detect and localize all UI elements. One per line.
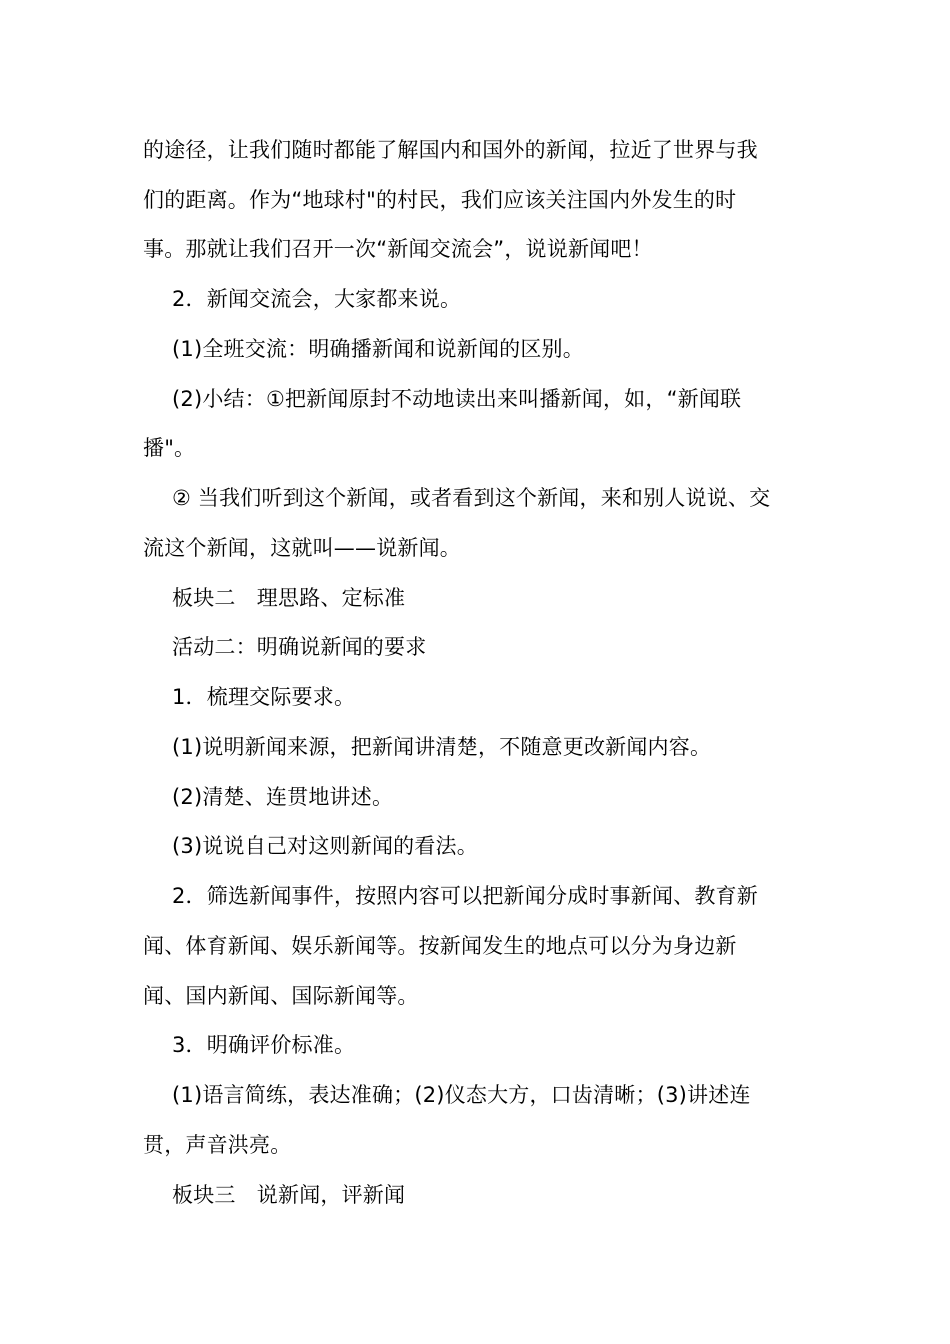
paragraph-line: (2)清楚、连贯地讲述。 <box>172 785 394 809</box>
paragraph-line: ② 当我们听到这个新闻，或者看到这个新闻，来和别人说说、交 <box>172 486 771 510</box>
paragraph-line: 们的距离。作为“地球村"的村民，我们应该关注国内外发生的时 <box>143 188 737 212</box>
paragraph-line: 贯，声音洪亮。 <box>143 1133 292 1157</box>
paragraph-line: 播"。 <box>143 436 196 460</box>
paragraph-line: 的途径，让我们随时都能了解国内和国外的新闻，拉近了世界与我 <box>143 138 758 162</box>
paragraph-line: 2．筛选新闻事件，按照内容可以把新闻分成时事新闻、教育新 <box>172 884 758 908</box>
paragraph-line: (1)全班交流：明确播新闻和说新闻的区别。 <box>172 337 584 361</box>
paragraph-line: 闻、国内新闻、国际新闻等。 <box>143 984 419 1008</box>
paragraph-line: 2．新闻交流会，大家都来说。 <box>172 287 462 311</box>
activity-heading: 活动二：明确说新闻的要求 <box>172 635 427 659</box>
section-heading: 板块二 理思路、定标准 <box>172 586 406 610</box>
section-heading: 板块三 说新闻，评新闻 <box>172 1183 406 1207</box>
paragraph-line: (1)说明新闻来源，把新闻讲清楚，不随意更改新闻内容。 <box>172 735 712 759</box>
paragraph-line: (1)语言简练，表达准确；(2)仪态大方，口齿清晰；(3)讲述连 <box>172 1083 751 1107</box>
paragraph-line: 3．明确评价标准。 <box>172 1033 356 1057</box>
paragraph-line: 闻、体育新闻、娱乐新闻等。按新闻发生的地点可以分为身边新 <box>143 934 737 958</box>
paragraph-line: (3)说说自己对这则新闻的看法。 <box>172 834 478 858</box>
paragraph-line: 1．梳理交际要求。 <box>172 685 356 709</box>
paragraph-line: 事。那就让我们召开一次“新闻交流会”，说说新闻吧！ <box>143 237 653 261</box>
paragraph-line: (2)小结：①把新闻原封不动地读出来叫播新闻，如，“新闻联 <box>172 387 742 411</box>
paragraph-line: 流这个新闻，这就叫——说新闻。 <box>143 536 461 560</box>
